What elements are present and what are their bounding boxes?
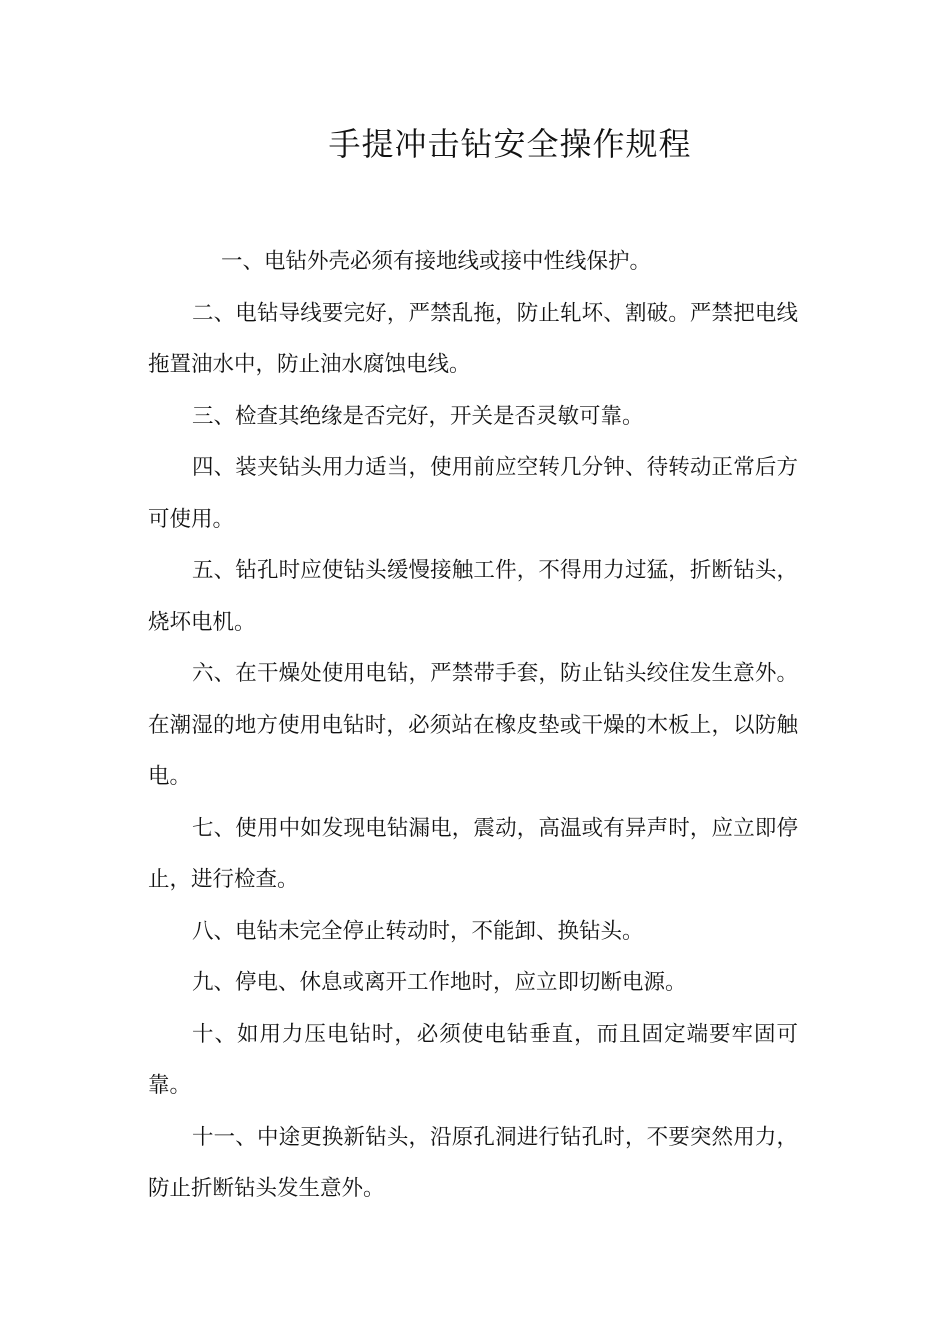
document-title: 手提冲击钻安全操作规程: [328, 125, 692, 163]
rule-5: 五、钻孔时应使钻头缓慢接触工件，不得用力过猛，折断钻头，烧坏电机。: [148, 558, 798, 635]
document-body: [148, 236, 798, 1215]
rule-7: 七、使用中如发现电钻漏电，震动，高温或有异声时，应立即停止，进行检查。: [148, 815, 798, 892]
rule-1: 一、电钻外壳必须有接地线或接中性线保护。: [221, 249, 652, 274]
rule-9: 九、停电、休息或离开工作地时，应立即切断电源。: [192, 970, 687, 995]
rule-6: 六、在干燥处使用电钻，严禁带手套，防止钻头绞住发生意外。在潮湿的地方使用电钻时，必须站在橡皮垫或干燥的木板上，以防触电。: [148, 661, 798, 789]
rule-2: 二、电钻导线要完好，严禁乱拖，防止轧坏、割破。严禁把电线拖置油水中，防止油水腐蚀电线。: [148, 300, 798, 377]
rule-10: 十、如用力压电钻时，必须使电钻垂直，而且固定端要牢固可靠。: [148, 1021, 798, 1098]
rule-3: 三、检查其绝缘是否完好，开关是否灵敏可靠。: [192, 403, 644, 429]
rule-11: 十一、中途更换新钻头，沿原孔洞进行钻孔时，不要突然用力，防止折断钻头发生意外。: [148, 1124, 798, 1201]
rule-4: 四、装夹钻头用力适当，使用前应空转几分钟、待转动正常后方可使用。: [148, 455, 798, 532]
rule-8: 八、电钻未完全停止转动时，不能卸、换钻头。: [192, 918, 644, 944]
